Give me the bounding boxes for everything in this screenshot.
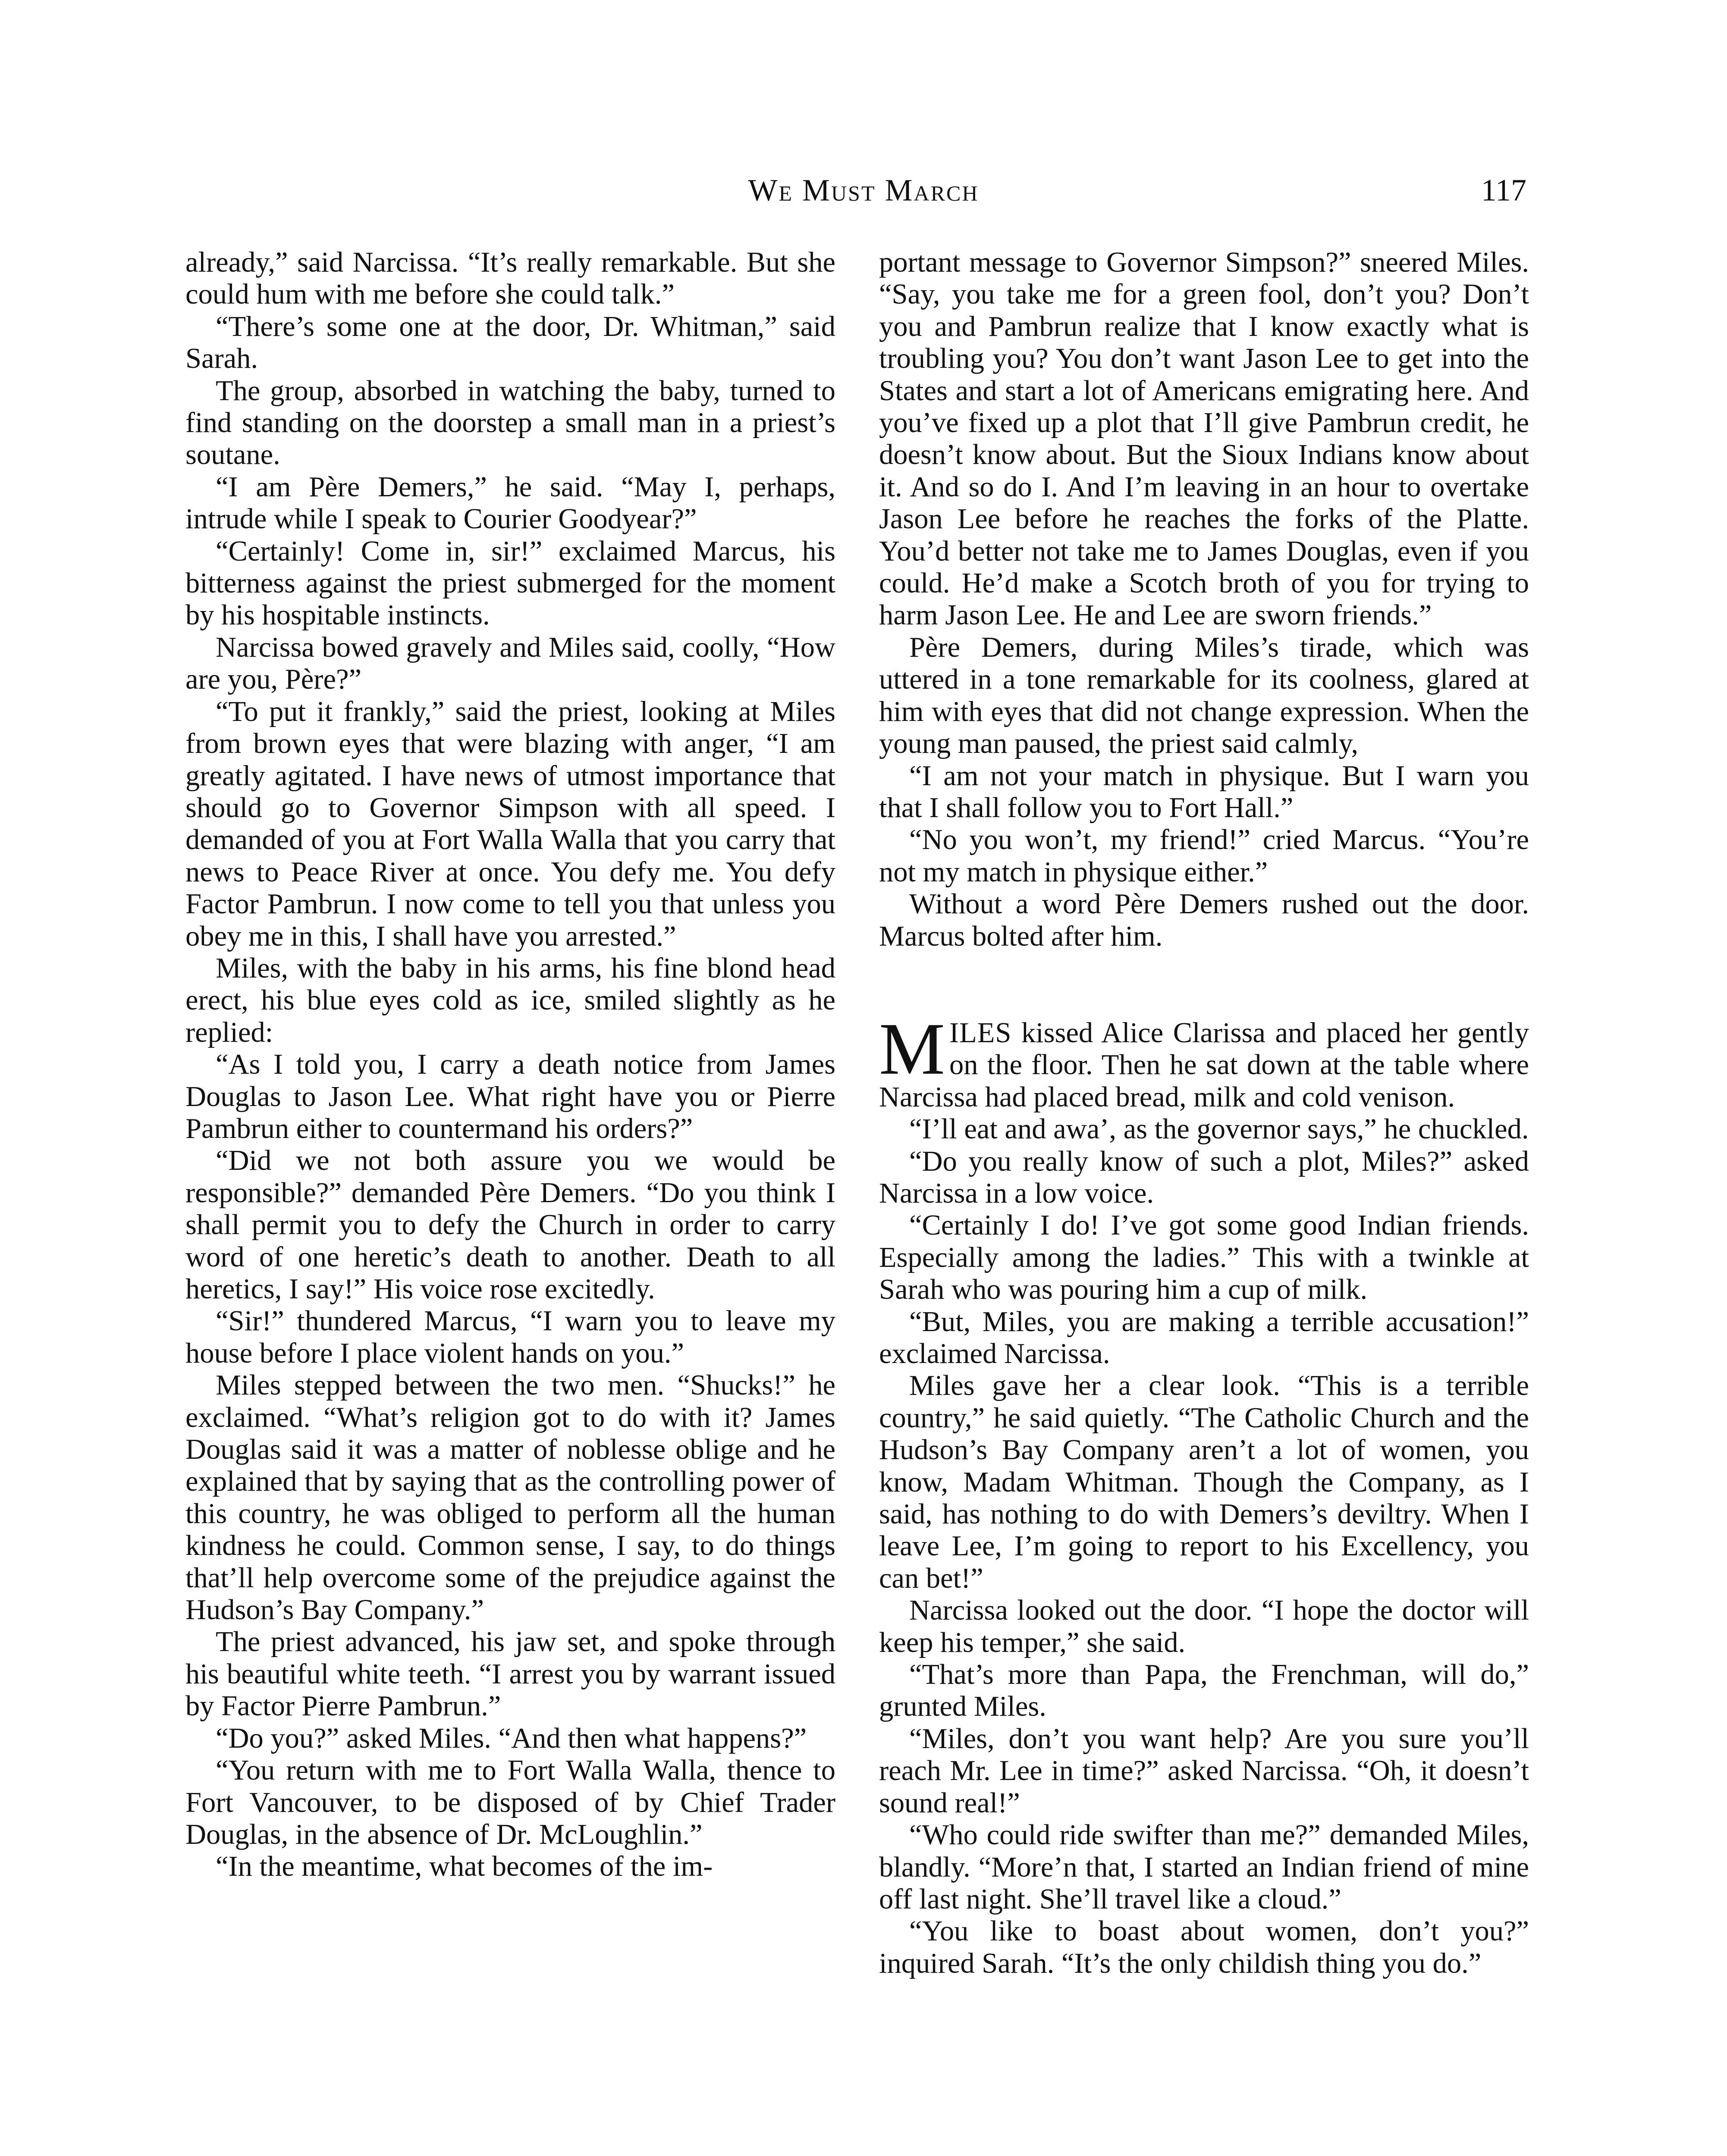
- paragraph: already,” said Narcissa. “It’s really remarkable. But she could hum with me before she could talk.”: [185, 247, 835, 310]
- paragraph: “I am Père Demers,” he said. “May I, perhaps, intrude while I speak to Courier Goodyear?”: [185, 471, 835, 535]
- paragraph: Miles gave her a clear look. “This is a terrible country,” he said quietly. “The Catholic Church and the Hudson’s Bay Company aren’t a lot of women, you know, Madam Whitman. Though the Company, as I said, has nothing to do with Demers’s deviltry. When I leave Lee, I’m going to report to his Excellency, you can bet!”: [879, 1370, 1529, 1594]
- paragraph: “Who could ride swifter than me?” demanded Miles, blandly. “More’n that, I started an Indian friend of mine off last night. She’ll travel like a cloud.”: [879, 1819, 1529, 1915]
- paragraph: “You like to boast about women, don’t you?” inquired Sarah. “It’s the only childish thing you do.”: [879, 1915, 1529, 1979]
- paragraph: “Certainly I do! I’ve got some good Indian friends. Especially among the ladies.” This with a twinkle at Sarah who was pouring him a cup of milk.: [879, 1210, 1529, 1306]
- paragraph: “Do you really know of such a plot, Miles?” asked Narcissa in a low voice.: [879, 1145, 1529, 1209]
- paragraph: “That’s more than Papa, the Frenchman, will do,” grunted Miles.: [879, 1659, 1529, 1723]
- paragraph: Narcissa bowed gravely and Miles said, coolly, “How are you, Père?”: [185, 631, 835, 696]
- paragraph: “In the meantime, what becomes of the im-: [216, 1851, 713, 1883]
- paragraph: “No you won’t, my friend!” cried Marcus. “You’re not my match in physique either.”: [879, 824, 1529, 888]
- paragraph: Without a word Père Demers rushed out the door. Marcus bolted after him.: [879, 888, 1529, 952]
- paragraph: The priest advanced, his jaw set, and spoke through his beautiful white teeth. “I arrest you by warrant issued by Factor Pierre Pambrun.”: [185, 1626, 835, 1722]
- drop-cap-tail: ILES: [949, 1017, 1012, 1049]
- right-column: [879, 247, 1529, 1980]
- paragraph: Père Demers, during Miles’s tirade, which was uttered in a tone remarkable for its coolness, glared at him with eyes that did not change expression. When the young man paused, the priest said calmly,: [879, 631, 1529, 760]
- left-column: [185, 247, 835, 1883]
- paragraph: portant message to Governor Simpson?” sneered Miles. “Say, you take me for a green fool, don’t you? Don’t you and Pambrun realize that I know exactly what is troubling you? You don’t want Jason Lee to get into the States and start a lot of Americans emigrating here. And you’ve fixed up a plot that I’ll give Pambrun credit, he doesn’t know about. But the Sioux Indians know about it. And so do I. And I’m leaving in an hour to overtake Jason Lee before he reaches the forks of the Platte. You’d better not take me to James Douglas, even if you could. He’d make a Scotch broth of you for trying to harm Jason Lee. He and Lee are sworn friends.”: [879, 247, 1529, 631]
- paragraph: “I’ll eat and awa’, as the governor says,” he chuckled.: [909, 1113, 1529, 1145]
- paragraph: “Certainly! Come in, sir!” exclaimed Marcus, his bitterness against the priest submerged for the moment by his hospitable instincts.: [185, 535, 835, 631]
- paragraph: Miles, with the baby in his arms, his fine blond head erect, his blue eyes cold as ice, smiled slightly as he replied:: [185, 952, 835, 1048]
- section-opening-paragraph: [879, 1008, 1529, 1113]
- page-number: 117: [1481, 173, 1526, 207]
- paragraph: Miles stepped between the two men. “Shucks!” he exclaimed. “What’s religion got to do with it? James Douglas said it was a matter of noblesse oblige and he explained that by saying that as the controlling power of this country, he was obliged to perform all the human kindness he could. Common sense, I say, to do things that’ll help overcome some of the prejudice against the Hudson’s Bay Company.”: [185, 1369, 835, 1626]
- paragraph: “Miles, don’t you want help? Are you sure you’ll reach Mr. Lee in time?” asked Narcissa. “Oh, it doesn’t sound real!”: [879, 1723, 1529, 1819]
- paragraph: Narcissa looked out the door. “I hope the doctor will keep his temper,” she said.: [879, 1595, 1529, 1658]
- paragraph: “There’s some one at the door, Dr. Whitman,” said Sarah.: [185, 310, 835, 375]
- paragraph: “You return with me to Fort Walla Walla, thence to Fort Vancouver, to be disposed of by Chief Trader Douglas, in the absence of Dr. McLoughlin.”: [185, 1755, 835, 1850]
- paragraph: “Did we not both assure you we would be responsible?” demanded Père Demers. “Do you think I shall permit you to defy the Church in order to carry word of one heretic’s death to another. Death to all heretics, I say!” His voice rose excitedly.: [185, 1145, 835, 1305]
- drop-cap: M: [879, 1008, 945, 1090]
- section-opening-text: kissed Alice Clarissa and placed her gently on the floor. Then he sat down at the table where Narcissa had placed bread, milk and cold venison.: [879, 1017, 1529, 1113]
- running-header-title: We Must March: [748, 173, 979, 207]
- paragraph: “But, Miles, you are making a terrible accusation!” exclaimed Narcissa.: [879, 1306, 1529, 1369]
- paragraph: “Do you?” asked Miles. “And then what happens?”: [216, 1722, 807, 1754]
- paragraph: The group, absorbed in watching the baby, turned to find standing on the doorstep a small man in a priest’s soutane.: [185, 375, 835, 471]
- paragraph: “To put it frankly,” said the priest, looking at Miles from brown eyes that were blazing with anger, “I am greatly agitated. I have news of utmost importance that should go to Governor Simpson with all speed. I demanded of you at Fort Walla Walla that you carry that news to Peace River at once. You defy me. You defy Factor Pambrun. I now come to tell you that unless you obey me in this, I shall have you arrested.”: [185, 696, 835, 952]
- paragraph: “As I told you, I carry a death notice from James Douglas to Jason Lee. What right have you or Pierre Pambrun either to countermand his orders?”: [185, 1049, 835, 1144]
- paragraph: “Sir!” thundered Marcus, “I warn you to leave my house before I place violent hands on you.”: [185, 1305, 835, 1369]
- paragraph: “I am not your match in physique. But I warn you that I shall follow you to Fort Hall.”: [879, 760, 1529, 824]
